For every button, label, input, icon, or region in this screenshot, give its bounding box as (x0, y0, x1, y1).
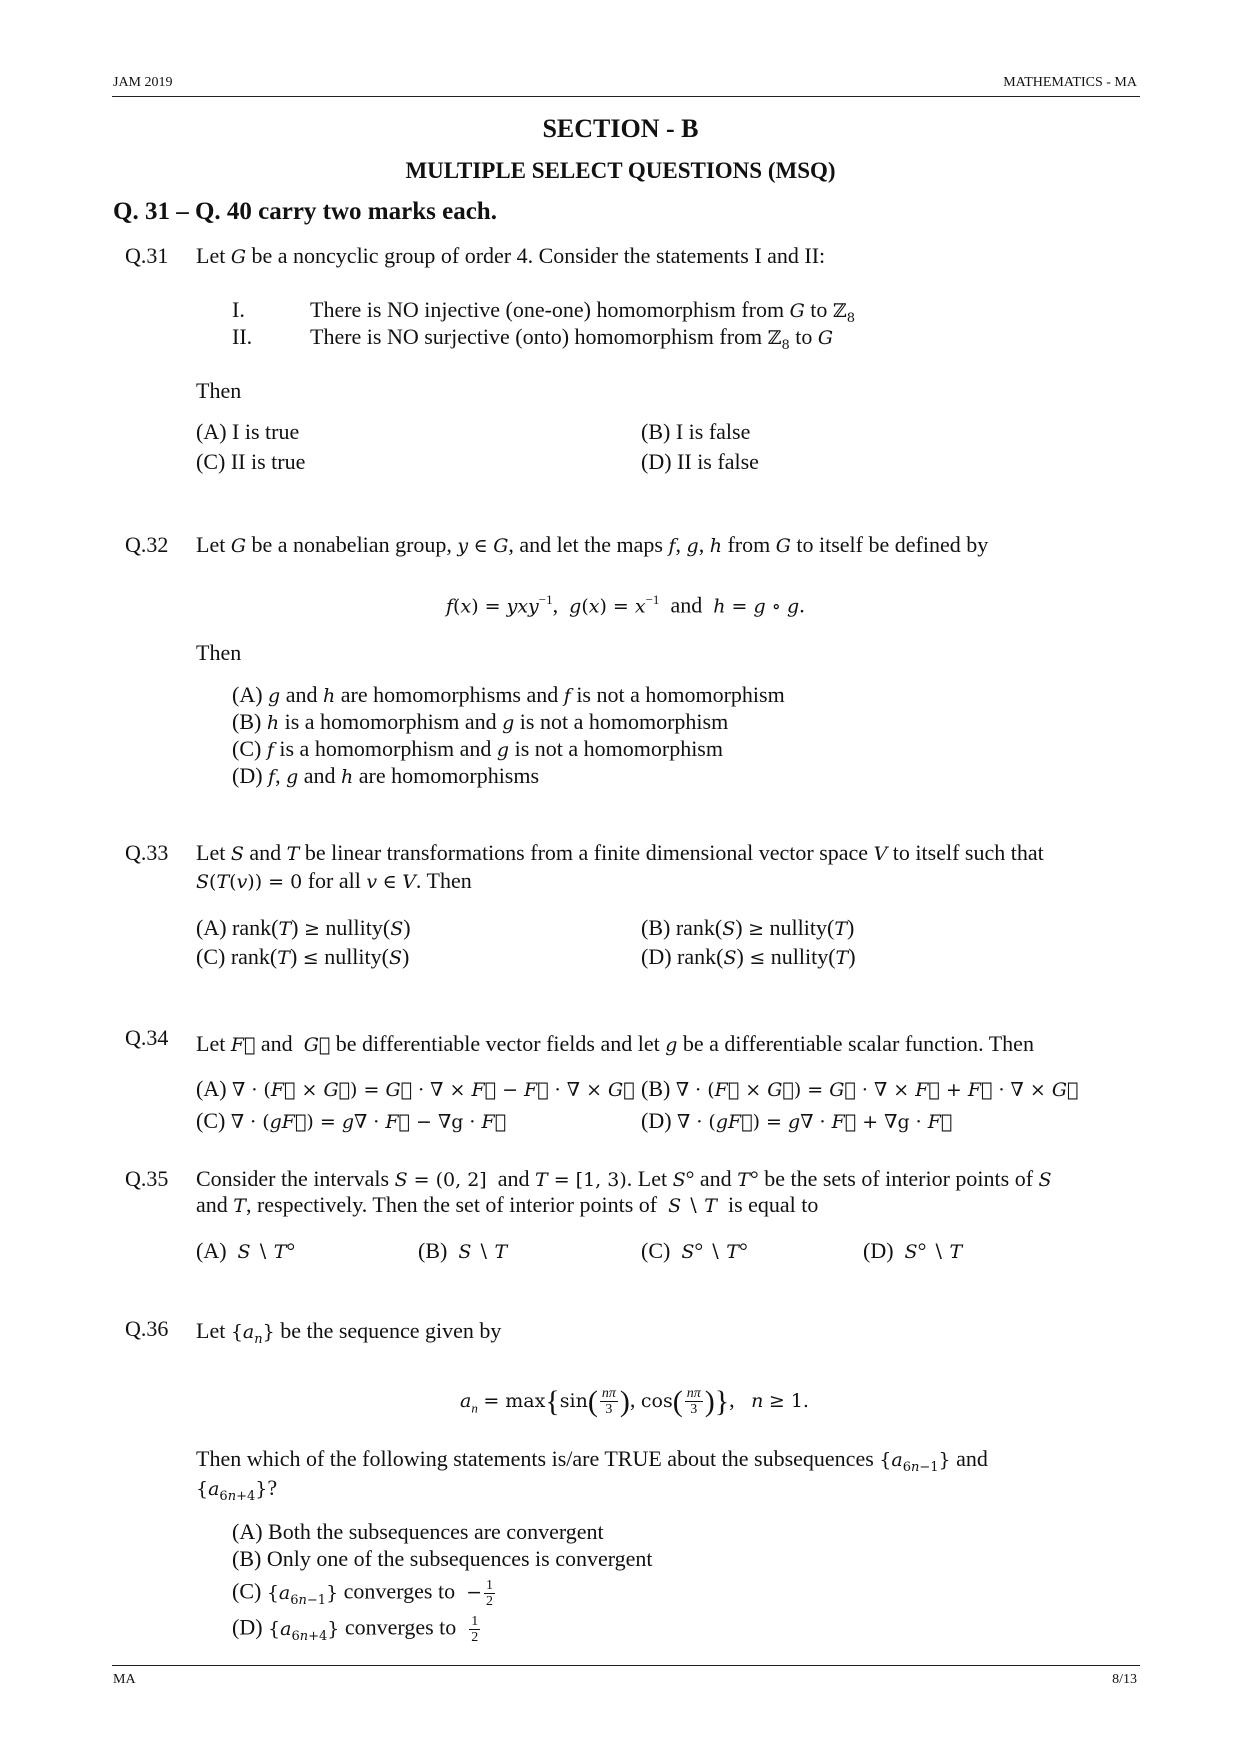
page-number: 8/13 (1112, 1672, 1137, 1687)
q32-option-b: (B) h is a homomorphism and g is not a homomorphism (232, 709, 729, 734)
q35-stem-line-2: and T, respectively. Then the set of interior points of S ∖ T is equal to (196, 1192, 819, 1217)
q33-option-c: (C) rank(T) ≤ nullity(S) (196, 944, 410, 969)
q32-option-d: (D) f, g and h are homomorphisms (232, 763, 540, 788)
q33-option-d: (D) rank(S) ≤ nullity(T) (641, 944, 856, 969)
q35-stem-line-1: Consider the intervals S = (0, 2] and T = [1, 3). Let S° and T° be the sets of interior points of S (196, 1166, 1052, 1191)
header-right: MATHEMATICS - MA (1003, 75, 1137, 90)
q31-statement-1: There is NO injective (one-one) homomorphism from G to ℤ$_8$ (310, 297, 856, 326)
q33-option-b: (B) rank(S) ≥ nullity(T) (641, 915, 855, 940)
footer-rule (112, 1665, 1140, 1666)
q31-option-a: (A) I is true (196, 419, 300, 444)
q33-option-a: (A) rank(T) ≥ nullity(S) (196, 915, 411, 940)
q32-then: Then (196, 640, 242, 665)
marks-note: Q. 31 – Q. 40 carry two marks each. (113, 198, 497, 225)
q36-then-line-2: $\{a_{6n+4}\}$? (196, 1475, 278, 1504)
header-rule (112, 96, 1140, 97)
q32-number: Q.32 (125, 532, 169, 557)
q32-option-a: (A) g and h are homomorphisms and f is not a homomorphism (232, 682, 785, 707)
q36-stem: Let $\{a_n\}$ be the sequence given by (196, 1318, 502, 1347)
q34-option-b: (B) ∇ · (F⃗ × G⃗) = G⃗ · ∇ × F⃗ + F⃗ · ∇ × G⃗ (641, 1076, 1079, 1101)
q31-statement-2-label: II. (232, 324, 253, 349)
q36-sequence-definition: $a_n = \max\{\sin$( $\frac{n\pi}{3}$ ), cos( $\frac{n\pi}{3}$ )}, n ≥ 1. (460, 1384, 809, 1418)
q32-option-c: (C) f is a homomorphism and g is not a homomorphism (232, 736, 723, 761)
q31-stem: Let G be a noncyclic group of order 4. Consider the statements I and II: (196, 243, 826, 268)
section-title: SECTION - B (542, 114, 699, 143)
q32-definition: f(x) = yxy$^{-1}$, $g(x) = x^{-1}$ and h = g ∘ g. (446, 592, 805, 618)
q33-stem-line-1: Let S and T be linear transformations from a finite dimensional vector space V to itself such that (196, 840, 1044, 865)
q34-option-d: (D) ∇ · (gF⃗) = g∇ · F⃗ + ∇g · F⃗ (641, 1108, 953, 1133)
q35-number: Q.35 (125, 1166, 169, 1191)
q31-statement-1-label: I. (232, 297, 245, 322)
q36-then-line-1: Then which of the following statements is/are TRUE about the subsequences $\{a_{6n-1}\}$ and (196, 1446, 988, 1475)
q35-option-d: (D) S° ∖ T (863, 1238, 963, 1263)
q34-stem: Let F⃗ and G⃗ be differentiable vector fields and let g be a differentiable scalar function. Then (196, 1031, 1034, 1056)
section-subtitle: MULTIPLE SELECT QUESTIONS (MSQ) (405, 158, 836, 183)
q31-option-c: (C) II is true (196, 449, 306, 474)
q36-option-a: (A) Both the subsequences are convergent (232, 1519, 604, 1544)
q35-option-a: (A) S ∖ T° (196, 1238, 296, 1263)
q36-option-d: (D) $\{a_{6n+4}\}$ converges to $\frac{1}{2}$ (232, 1614, 479, 1645)
q35-option-c: (C) S° ∖ T° (641, 1238, 748, 1263)
q33-number: Q.33 (125, 840, 169, 865)
q36-option-b: (B) Only one of the subsequences is convergent (232, 1546, 653, 1571)
q31-then: Then (196, 378, 242, 403)
q35-option-b: (B) S ∖ T (418, 1238, 508, 1263)
q33-stem-line-2: S(T(v)) = 0 for all v ∈ V. Then (196, 868, 472, 893)
footer-left: MA (113, 1672, 136, 1687)
q36-number: Q.36 (125, 1316, 169, 1341)
q31-number: Q.31 (125, 243, 169, 268)
q34-option-c: (C) ∇ · (gF⃗) = g∇ · F⃗ − ∇g · F⃗ (196, 1108, 507, 1133)
q31-option-b: (B) I is false (641, 419, 751, 444)
q31-option-d: (D) II is false (641, 449, 759, 474)
q34-number: Q.34 (125, 1025, 169, 1050)
header-left: JAM 2019 (113, 75, 173, 90)
q31-statement-2: There is NO surjective (onto) homomorphism from ℤ$_8$ to G (310, 324, 834, 353)
q32-stem: Let G be a nonabelian group, y ∈ G, and let the maps f, g, h from G to itself be defined by (196, 532, 989, 557)
q36-option-c: (C) $\{a_{6n-1}\}$ converges to − $\frac{1}{2}$ (232, 1578, 493, 1609)
q34-option-a: (A) ∇ · (F⃗ × G⃗) = G⃗ · ∇ × F⃗ − F⃗ · ∇ × G⃗ (196, 1076, 635, 1101)
